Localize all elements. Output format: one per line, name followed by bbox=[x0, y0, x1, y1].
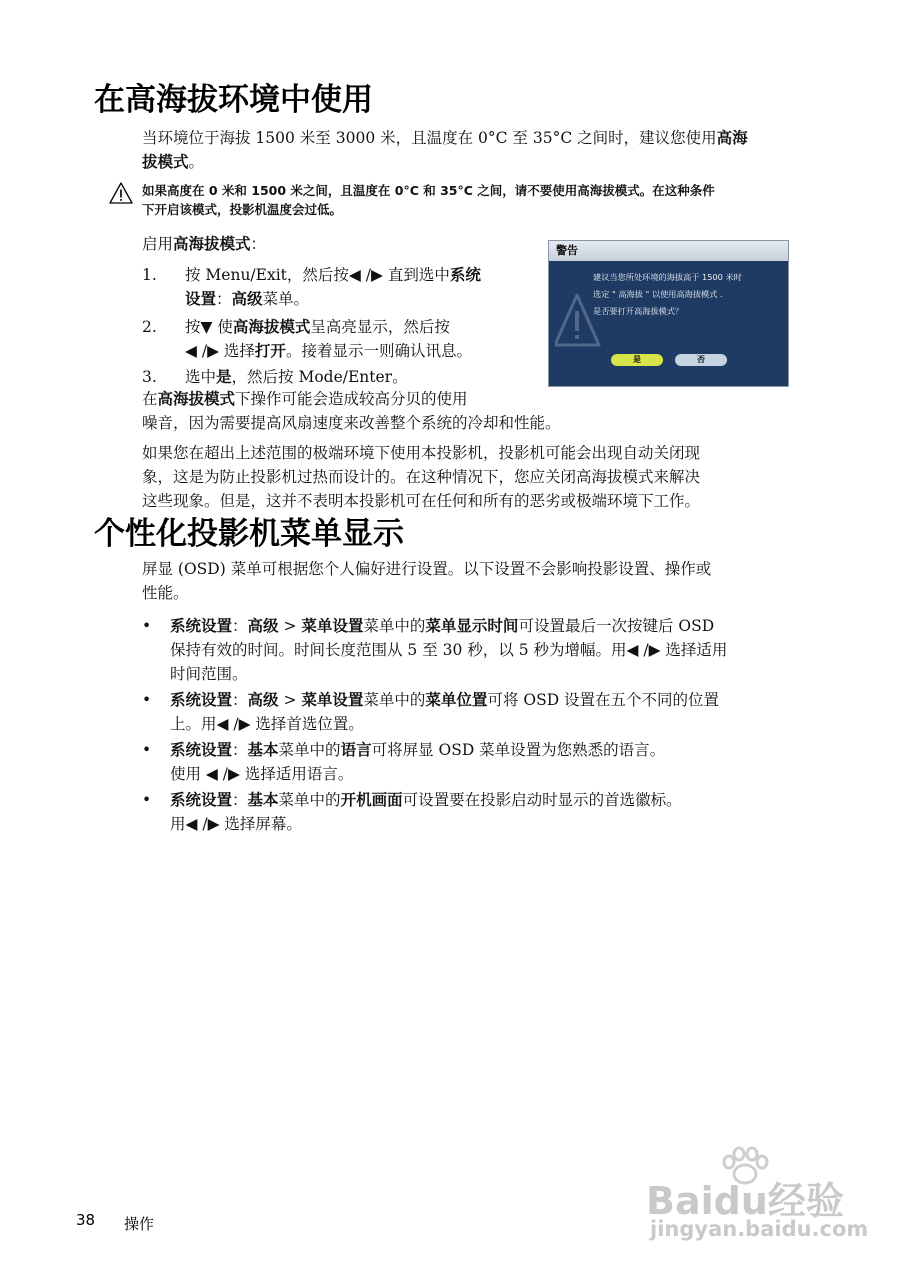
step-text: 菜单。 bbox=[262, 290, 310, 308]
note-text: 下操作可能会造成较高分贝的使用 bbox=[235, 390, 468, 408]
enable-heading-text: 启用 bbox=[142, 235, 174, 253]
intro-text: 当环境位于海拔 1500 米至 3000 米，且温度在 0°C 至 35°C 之间时，建议您使用 bbox=[142, 129, 717, 147]
step-text: ： bbox=[216, 290, 232, 308]
step-item bbox=[142, 263, 537, 311]
bullet-term: 高级 bbox=[247, 616, 279, 635]
step-text: 按▼ 使 bbox=[185, 318, 233, 336]
bullet-text: 用◀ /▶ 选择屏幕。 bbox=[170, 815, 302, 833]
dialog-message-line: 选定 " 高海拔 " 以使用高海拔模式 . bbox=[593, 289, 723, 299]
warning-line: 如果高度在 0 米和 1500 米之间，且温度在 0°C 和 35°C 之间，请不要使用高海拔模式。在这种条件 bbox=[142, 183, 715, 198]
note-term: 高海拔模式 bbox=[157, 389, 236, 408]
bullet-text: 菜单中的 bbox=[278, 741, 341, 759]
list-item bbox=[142, 688, 727, 738]
bullet-text: ： bbox=[232, 691, 248, 709]
bullet-term: 菜单显示时间 bbox=[425, 616, 519, 635]
bullet-text: 可设置要在投影启动时显示的首选徽标。 bbox=[402, 791, 682, 809]
list-item bbox=[142, 614, 728, 688]
steps-list bbox=[142, 263, 537, 387]
bullet-text: ： bbox=[232, 741, 248, 759]
dialog-no-button[interactable]: 否 bbox=[675, 354, 727, 366]
caution-icon bbox=[108, 181, 134, 205]
note-text: 噪音，因为需要提高风扇速度来改善整个系统的冷却和性能。 bbox=[142, 414, 561, 432]
bullet-text: 可设置最后一次按键后 OSD bbox=[518, 617, 715, 635]
bullet-term: 系统设置 bbox=[170, 690, 233, 709]
bullet-term: 高级 bbox=[247, 690, 279, 709]
bullet-term: 语言 bbox=[340, 740, 372, 759]
intro-line: 性能。 bbox=[142, 584, 189, 602]
dialog-title: 警告 bbox=[549, 241, 788, 261]
bullet-text: 保持有效的时间。时间长度范围从 5 至 30 秒，以 5 秒为增幅。用◀ /▶ 选择适用 bbox=[170, 641, 728, 659]
bullet-glyph: • bbox=[142, 691, 152, 709]
dialog-message-line: 建议当您所处环境的海拔高于 1500 米时 bbox=[593, 272, 742, 282]
bullet-term: 菜单位置 bbox=[425, 690, 488, 709]
page-title-osd: 个性化投影机菜单显示 bbox=[94, 516, 404, 552]
step-text: 选中 bbox=[185, 368, 217, 386]
step-term: 高级 bbox=[231, 289, 263, 308]
bullet-term: 菜单设置 bbox=[301, 690, 364, 709]
note-text: 在 bbox=[142, 390, 158, 408]
paragraph-line: 象，这是为防止投影机过热而设计的。在这种情况下，您应关闭高海拔模式来解决 bbox=[142, 468, 701, 486]
bullet-glyph: • bbox=[142, 791, 152, 809]
footer-section-label: 操作 bbox=[124, 1215, 155, 1233]
bullet-text: 可将屏显 OSD 菜单设置为您熟悉的语言。 bbox=[371, 741, 666, 759]
bullet-term: 系统设置 bbox=[170, 616, 233, 635]
intro-term-1: 高海 bbox=[716, 128, 748, 147]
dialog-yes-button[interactable]: 是 bbox=[611, 354, 663, 366]
intro-line: 屏显 (OSD) 菜单可根据您个人偏好进行设置。以下设置不会影响投影设置、操作或 bbox=[142, 560, 712, 578]
page-title-high-altitude: 在高海拔环境中使用 bbox=[94, 82, 373, 118]
step-number: 2. bbox=[142, 318, 157, 336]
step-text: 呈高亮显示，然后按 bbox=[310, 318, 450, 336]
step-text: ◀ /▶ 选择 bbox=[185, 342, 255, 360]
bullet-term: 系统设置 bbox=[170, 740, 233, 759]
list-item bbox=[142, 738, 727, 788]
paragraph-line: 这些现象。但是，这并不表明本投影机可在任何和所有的恶劣或极端环境下工作。 bbox=[142, 492, 701, 510]
dialog-message bbox=[593, 269, 785, 320]
bullet-term: 基本 bbox=[247, 740, 279, 759]
bullet-text: > bbox=[278, 691, 302, 709]
intro-high-altitude bbox=[142, 126, 748, 174]
step-number: 1. bbox=[142, 266, 157, 284]
step-term: 高海拔模式 bbox=[232, 317, 311, 336]
step-term: 打开 bbox=[254, 341, 286, 360]
step-text: ，然后按 Mode/Enter。 bbox=[231, 368, 408, 386]
noise-note bbox=[142, 387, 561, 435]
enable-heading bbox=[142, 232, 266, 256]
dialog-message-line: 是否要打开高海拔模式？ bbox=[593, 306, 684, 316]
paragraph-line: 如果您在超出上述范围的极端环境下使用本投影机，投影机可能会出现自动关闭现 bbox=[142, 444, 701, 462]
bullet-glyph: • bbox=[142, 741, 152, 759]
intro-term-2: 拔模式 bbox=[142, 152, 189, 171]
step-term: 系统 bbox=[449, 265, 481, 284]
step-item bbox=[142, 363, 537, 387]
high-altitude-warning-dialog bbox=[548, 240, 789, 387]
bullet-text: 菜单中的 bbox=[363, 617, 426, 635]
bullet-text: ： bbox=[232, 791, 248, 809]
bullet-term: 基本 bbox=[247, 790, 279, 809]
bullet-term: 菜单设置 bbox=[301, 616, 364, 635]
bullet-text: ： bbox=[232, 617, 248, 635]
watermark-brand: Baidu经验 bbox=[646, 1179, 844, 1223]
enable-heading-term: 高海拔模式 bbox=[173, 234, 251, 253]
watermark-url: jingyan.baidu.com bbox=[650, 1217, 869, 1241]
bullet-glyph: • bbox=[142, 617, 152, 635]
step-number: 3. bbox=[142, 368, 157, 386]
bullet-text: 菜单中的 bbox=[278, 791, 341, 809]
step-term: 设置 bbox=[185, 289, 217, 308]
extreme-env-paragraph bbox=[142, 441, 700, 513]
bullet-text: 时间范围。 bbox=[170, 665, 248, 683]
step-text: 按 Menu/Exit，然后按◀ /▶ 直到选中 bbox=[185, 266, 450, 284]
step-item bbox=[142, 311, 537, 363]
bullet-term: 开机画面 bbox=[340, 790, 403, 809]
warning-note bbox=[142, 181, 715, 219]
step-term: 是 bbox=[216, 367, 232, 386]
step-text: 。接着显示一则确认讯息。 bbox=[285, 342, 472, 360]
warning-line: 下开启该模式，投影机温度会过低。 bbox=[142, 202, 343, 217]
bullet-text: > bbox=[278, 617, 302, 635]
bullet-text: 可将 OSD 设置在五个不同的位置 bbox=[487, 691, 720, 709]
osd-bullet-list bbox=[142, 614, 728, 838]
bullet-text: 使用 ◀ /▶ 选择适用语言。 bbox=[170, 765, 354, 783]
page-number: 38 bbox=[76, 1211, 96, 1229]
bullet-term: 系统设置 bbox=[170, 790, 233, 809]
intro-period: 。 bbox=[188, 153, 205, 171]
intro-osd bbox=[142, 557, 711, 605]
list-item bbox=[142, 788, 727, 838]
bullet-text: 上。用◀ /▶ 选择首选位置。 bbox=[170, 715, 364, 733]
bullet-text: 菜单中的 bbox=[363, 691, 426, 709]
enable-heading-colon: ： bbox=[250, 235, 267, 253]
